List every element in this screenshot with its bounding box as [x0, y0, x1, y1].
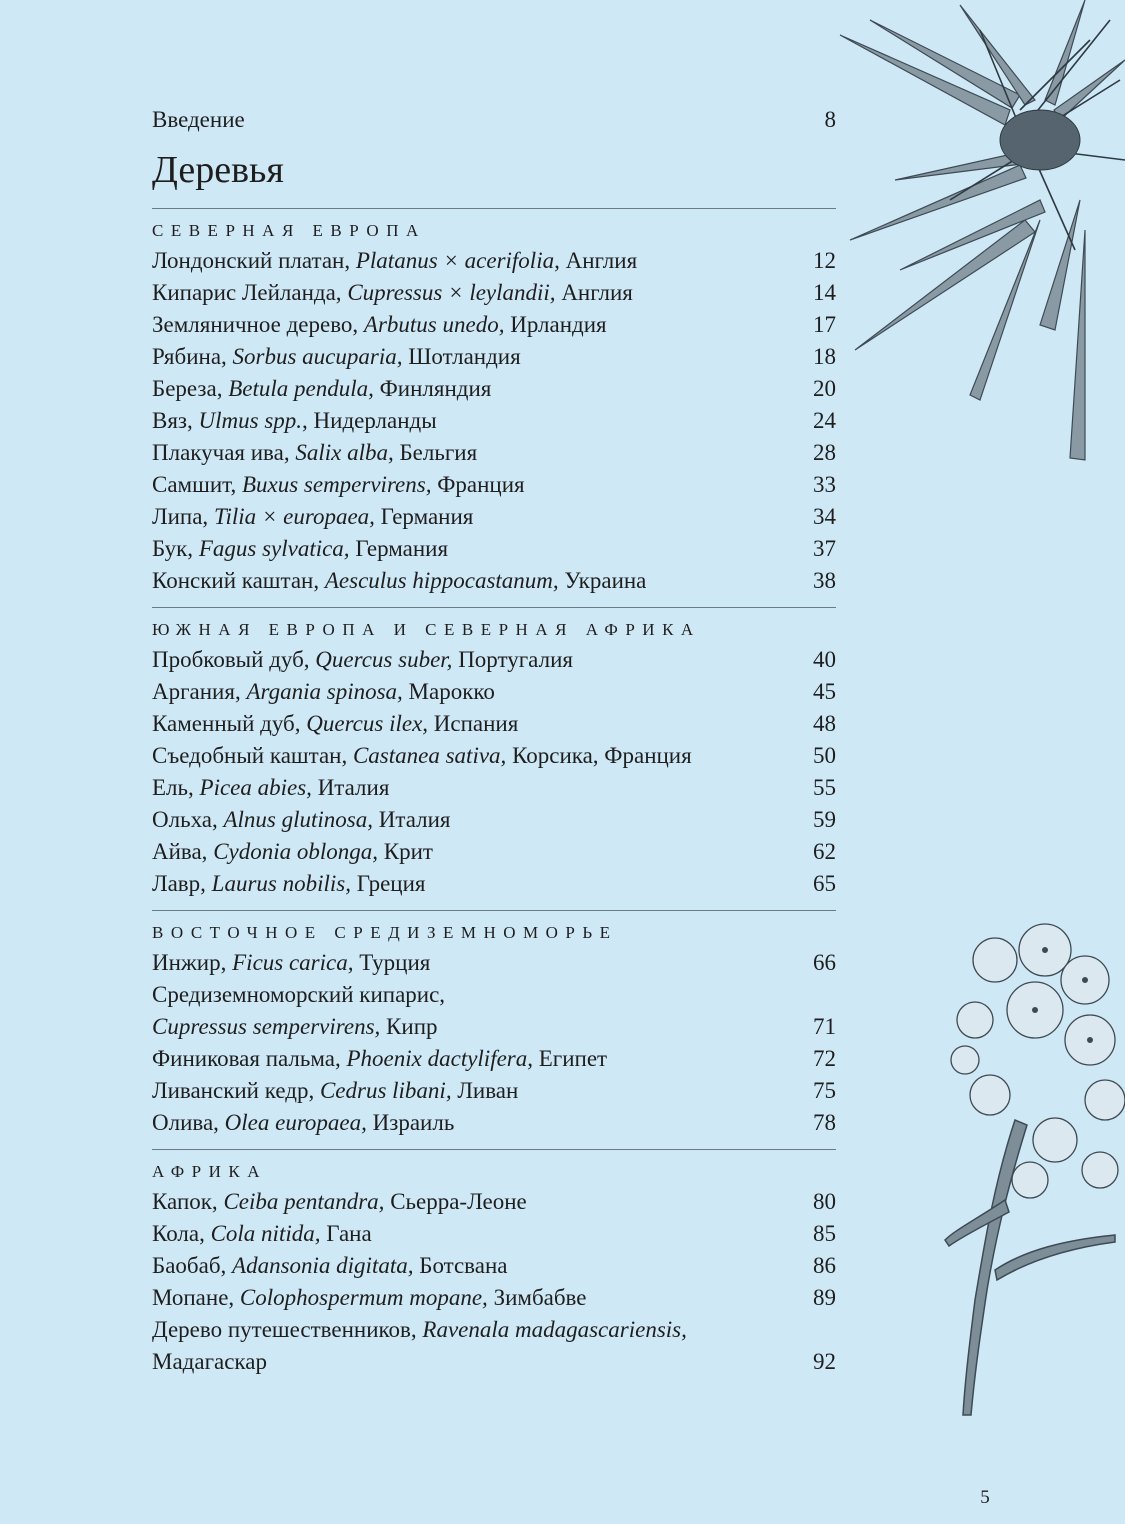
page-number: 5	[980, 1487, 990, 1508]
entry-page-number: 24	[813, 408, 836, 433]
entry-location: Гана	[320, 1221, 372, 1246]
entry-title	[152, 947, 430, 979]
entry-title	[152, 437, 477, 469]
latin-name: Ceiba pentandra,	[223, 1189, 385, 1214]
common-name: Съедобный каштан,	[152, 743, 353, 768]
common-name: Мопане,	[152, 1285, 240, 1310]
entry-location: Италия	[311, 775, 390, 800]
toc-entry[interactable]	[152, 501, 836, 533]
toc-entry[interactable]	[152, 772, 836, 804]
toc-entry[interactable]	[152, 644, 836, 676]
latin-name: Cedrus libani,	[319, 1078, 452, 1103]
entry-location: Египет	[533, 1046, 608, 1071]
section-heading: ВОСТОЧНОЕ СРЕДИЗЕМНОМОРЬЕ	[152, 923, 618, 942]
entry-title	[152, 501, 473, 533]
toc-entry[interactable]	[152, 565, 836, 597]
toc-section	[152, 607, 836, 900]
entry-page-number: 18	[813, 344, 836, 369]
entry-location: Шотландия	[402, 344, 521, 369]
entry-location: Германия	[374, 504, 474, 529]
toc-entry[interactable]	[152, 1250, 836, 1282]
entry-page-number: 34	[813, 504, 836, 529]
entry-location: Кипр	[380, 1014, 438, 1039]
toc-entry[interactable]	[152, 1218, 836, 1250]
toc-entry[interactable]	[152, 947, 836, 979]
entry-page-number: 80	[813, 1189, 836, 1214]
entry-page-number: 89	[813, 1285, 836, 1310]
entry-location: Португалия	[452, 647, 573, 672]
entry-page-number: 62	[813, 839, 836, 864]
toc-entry[interactable]	[152, 804, 836, 836]
entry-location: Греция	[351, 871, 426, 896]
latin-name: Cola nitida,	[210, 1221, 321, 1246]
common-name: Дерево путешественников,	[152, 1317, 423, 1342]
entry-page-number: 66	[813, 950, 836, 975]
latin-name: Olea europaea,	[224, 1110, 367, 1135]
entry-page-number: 72	[813, 1046, 836, 1071]
entry-location: Англия	[559, 248, 638, 273]
toc-entry[interactable]	[152, 533, 836, 565]
entry-page-number: 20	[813, 376, 836, 401]
toc-entry[interactable]	[152, 341, 836, 373]
latin-name: Salix alba,	[295, 440, 394, 465]
entry-title	[152, 1282, 587, 1314]
entry-title	[152, 565, 646, 597]
latin-name: Ravenala madagascariensis,	[422, 1317, 687, 1342]
latin-name: Cupressus × leylandii,	[347, 280, 556, 305]
toc-entry[interactable]	[152, 1075, 836, 1107]
entry-location: , Нидерланды	[302, 408, 437, 433]
common-name: Вяз,	[152, 408, 199, 433]
toc-entry[interactable]	[152, 469, 836, 501]
toc-entry[interactable]	[152, 868, 836, 900]
entry-location: Турция	[353, 950, 431, 975]
entry-location: Зимбабве	[487, 1285, 587, 1310]
toc-section	[152, 208, 836, 597]
entry-title	[152, 1043, 607, 1075]
cherry-blossom-illustration	[935, 920, 1125, 1420]
toc-entry[interactable]	[152, 437, 836, 469]
toc-entry[interactable]	[152, 309, 836, 341]
common-name: Инжир,	[152, 950, 233, 975]
latin-name: Platanus × acerifolia,	[355, 248, 560, 273]
common-name: Плакучая ива,	[152, 440, 296, 465]
entry-title	[152, 836, 433, 868]
toc-entry[interactable]	[152, 1282, 836, 1314]
entry-title	[152, 405, 437, 437]
latin-name: Ulmus spp.	[198, 408, 303, 433]
entry-page-number: 14	[813, 280, 836, 305]
entry-page-number: 33	[813, 472, 836, 497]
common-name: Береза,	[152, 376, 229, 401]
common-name: Земляничное дерево,	[152, 312, 364, 337]
sections-container	[152, 208, 836, 1378]
entry-title	[152, 804, 450, 836]
latin-name: Arbutus unedo,	[363, 312, 505, 337]
entry-location: Италия	[373, 807, 451, 832]
latin-name: Quercus suber,	[315, 647, 453, 672]
intro-page: 8	[824, 107, 836, 132]
toc-entry[interactable]	[152, 740, 836, 772]
entry-list	[152, 1186, 836, 1378]
latin-name: Colophospermum mopane,	[239, 1285, 488, 1310]
common-name: Средиземноморский кипарис,	[152, 982, 446, 1007]
toc-entry[interactable]	[152, 1314, 836, 1378]
entry-location: Украина	[558, 568, 647, 593]
common-name: Конский каштан,	[152, 568, 325, 593]
entry-list	[152, 644, 836, 900]
latin-name: Aesculus hippocastanum,	[324, 568, 559, 593]
common-name: Кипарис Лейланда,	[152, 280, 348, 305]
common-name: Олива,	[152, 1110, 225, 1135]
entry-page-number: 12	[813, 248, 836, 273]
toc-entry[interactable]	[152, 1107, 836, 1139]
entry-title	[152, 676, 495, 708]
toc-section	[152, 1149, 836, 1378]
entry-location: Корсика, Франция	[506, 743, 692, 768]
entry-page-number: 37	[813, 536, 836, 561]
section-heading: АФРИКА	[152, 1162, 267, 1181]
latin-name: Argania spinosa,	[246, 679, 403, 704]
common-name: Ливанский кедр,	[152, 1078, 320, 1103]
chapter-title: Деревья	[152, 149, 284, 191]
section-heading: ЮЖНАЯ ЕВРОПА И СЕВЕРНАЯ АФРИКА	[152, 620, 701, 639]
latin-name: Phoenix dactylifera,	[346, 1046, 533, 1071]
latin-name: Buxus sempervirens,	[241, 472, 432, 497]
entry-list	[152, 245, 836, 597]
entry-title	[152, 1314, 687, 1378]
common-name: Ольха,	[152, 807, 224, 832]
entry-title	[152, 1186, 527, 1218]
common-name: Рябина,	[152, 344, 233, 369]
entry-location: Финляндия	[373, 376, 492, 401]
entry-location: Ирландия	[504, 312, 607, 337]
toc-entry[interactable]	[152, 405, 836, 437]
entry-location: Англия	[555, 280, 633, 305]
common-name: Ель,	[152, 775, 200, 800]
entry-title	[152, 979, 445, 1043]
entry-title	[152, 1250, 507, 1282]
entry-page-number: 48	[813, 711, 836, 736]
entry-page-number: 55	[813, 775, 836, 800]
latin-name: Sorbus aucuparia,	[232, 344, 403, 369]
common-name: Баобаб,	[152, 1253, 233, 1278]
intro-label: Введение	[152, 107, 245, 132]
entry-page-number: 78	[813, 1110, 836, 1135]
latin-name: Laurus nobilis,	[211, 871, 351, 896]
entry-location: Испания	[428, 711, 519, 736]
entry-title	[152, 1107, 454, 1139]
entry-title	[152, 708, 518, 740]
common-name: Пробковый дуб,	[152, 647, 316, 672]
common-name: Аргания,	[152, 679, 247, 704]
common-name: Каменный дуб,	[152, 711, 307, 736]
entry-page-number: 17	[813, 312, 836, 337]
latin-name: Ficus carica,	[232, 950, 354, 975]
common-name: Кола,	[152, 1221, 211, 1246]
entry-page-number: 28	[813, 440, 836, 465]
entry-location: Марокко	[402, 679, 495, 704]
toc-entry[interactable]	[152, 373, 836, 405]
entry-title	[152, 309, 607, 341]
common-name: Финиковая пальма,	[152, 1046, 347, 1071]
entry-location: Бельгия	[393, 440, 478, 465]
entry-page-number: 50	[813, 743, 836, 768]
entry-title	[152, 469, 525, 501]
entry-title	[152, 772, 389, 804]
palm-leaves-illustration	[830, 0, 1125, 470]
entry-title	[152, 245, 637, 277]
entry-page-number: 71	[813, 1014, 836, 1039]
entry-title	[152, 644, 573, 676]
common-name: Лондонский платан,	[152, 248, 356, 273]
entry-location: Мадагаскар	[152, 1349, 267, 1374]
entry-title	[152, 740, 692, 772]
entry-page-number: 59	[813, 807, 836, 832]
entry-title	[152, 1218, 372, 1250]
entry-location: Франция	[431, 472, 525, 497]
toc-section	[152, 910, 836, 1139]
entry-title	[152, 277, 633, 309]
toc-entry[interactable]	[152, 676, 836, 708]
latin-name: Quercus ilex,	[306, 711, 429, 736]
entry-page-number: 40	[813, 647, 836, 672]
latin-name: Castanea sativa,	[352, 743, 507, 768]
toc-entry[interactable]	[152, 1186, 836, 1218]
entry-page-number: 85	[813, 1221, 836, 1246]
entry-page-number: 86	[813, 1253, 836, 1278]
entry-title	[152, 533, 448, 565]
table-of-contents	[152, 104, 836, 1388]
toc-entry[interactable]	[152, 836, 836, 868]
toc-entry[interactable]	[152, 277, 836, 309]
toc-entry[interactable]	[152, 708, 836, 740]
latin-name: Cupressus sempervirens,	[152, 1014, 381, 1039]
entry-page-number: 45	[813, 679, 836, 704]
latin-name: Picea abies,	[199, 775, 312, 800]
latin-name: Alnus glutinosa,	[223, 807, 373, 832]
entry-location: Сьерра-Леоне	[384, 1189, 527, 1214]
latin-name: Adansonia digitata,	[232, 1253, 414, 1278]
entry-location: Ботсвана	[413, 1253, 508, 1278]
entry-title	[152, 373, 491, 405]
toc-entry[interactable]	[152, 1043, 836, 1075]
common-name: Самшит,	[152, 472, 242, 497]
entry-page-number: 65	[813, 871, 836, 896]
entry-location: Германия	[349, 536, 449, 561]
common-name: Бук,	[152, 536, 199, 561]
latin-name: Fagus sylvatica,	[198, 536, 350, 561]
entry-list	[152, 947, 836, 1139]
entry-location: Ливан	[451, 1078, 519, 1103]
toc-entry[interactable]	[152, 979, 836, 1043]
common-name: Капок,	[152, 1189, 224, 1214]
common-name: Лавр,	[152, 871, 212, 896]
toc-entry[interactable]	[152, 245, 836, 277]
entry-page-number: 75	[813, 1078, 836, 1103]
entry-title	[152, 868, 426, 900]
entry-location: Израиль	[366, 1110, 455, 1135]
entry-title	[152, 1075, 518, 1107]
latin-name: Betula pendula,	[228, 376, 374, 401]
entry-page-number: 38	[813, 568, 836, 593]
latin-name: Cydonia oblonga,	[213, 839, 379, 864]
common-name: Айва,	[152, 839, 214, 864]
entry-location: Крит	[378, 839, 433, 864]
entry-page-number: 92	[813, 1349, 836, 1374]
latin-name: Tilia × europaea,	[213, 504, 375, 529]
entry-title	[152, 341, 521, 373]
section-heading: СЕВЕРНАЯ ЕВРОПА	[152, 221, 426, 240]
common-name: Липа,	[152, 504, 214, 529]
intro-row[interactable]	[152, 104, 836, 136]
